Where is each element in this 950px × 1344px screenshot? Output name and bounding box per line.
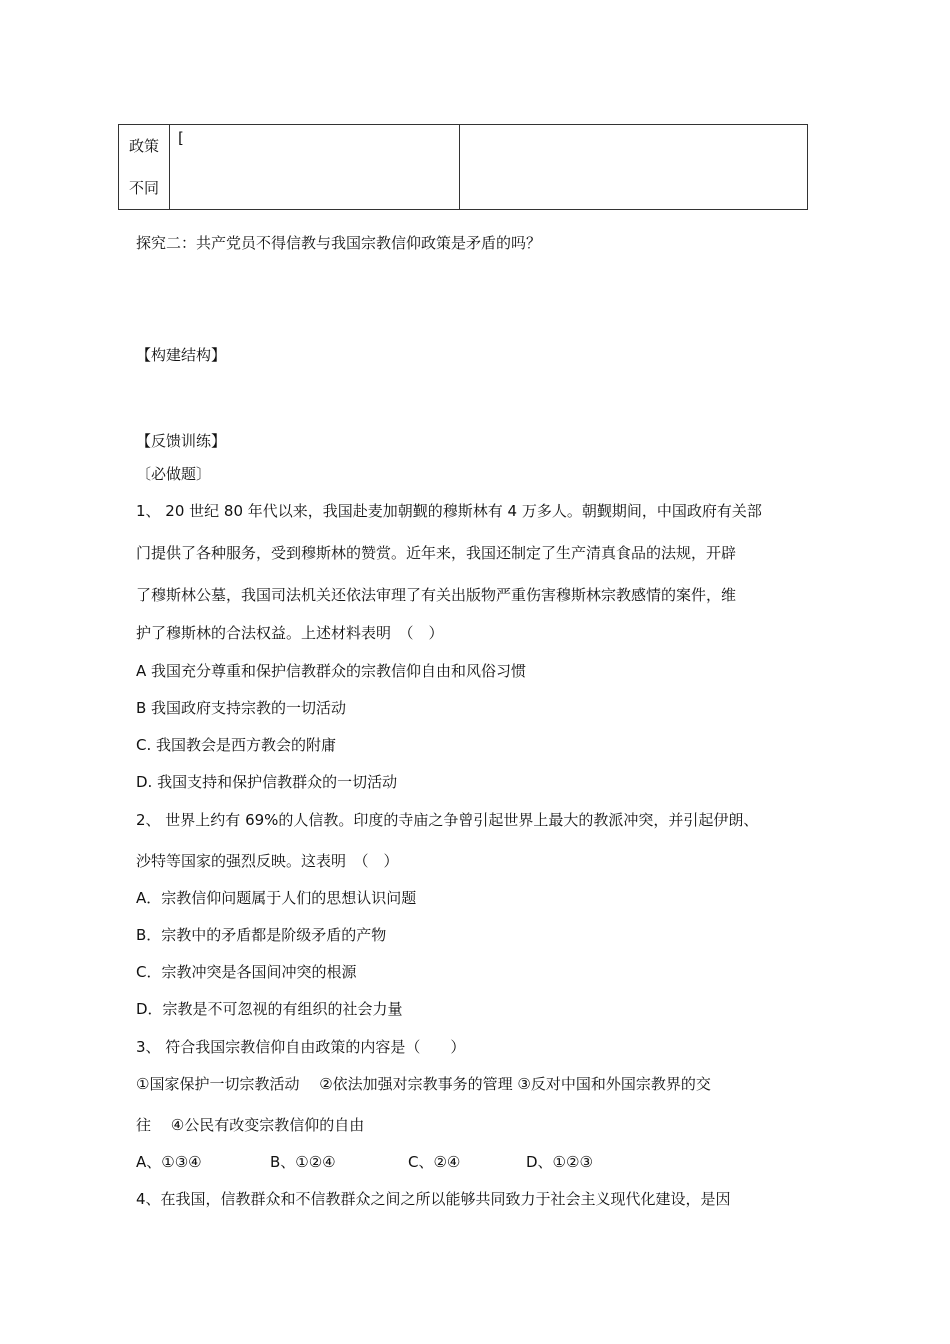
row-header-line1: 政策 bbox=[128, 137, 159, 155]
section-heading-structure: 【构建结构】 bbox=[136, 346, 227, 364]
q1-stem-line: 门提供了各种服务，受到穆斯林的赞赏。近年来，我国还制定了生产清真食品的法规，开辟 bbox=[136, 544, 737, 562]
inquiry-two: 探究二：共产党员不得信教与我国宗教信仰政策是矛盾的吗？ bbox=[136, 234, 542, 252]
q3-options bbox=[136, 1151, 593, 1172]
q3-option-b: B、①②④ bbox=[270, 1153, 336, 1171]
q2-option-b: B．宗教中的矛盾都是阶级矛盾的产物 bbox=[136, 926, 387, 944]
q1-stem-line: 1、 20 世纪 80 年代以来，我国赴麦加朝觐的穆斯林有 4 万多人。朝觐期间，中国政府有关部 bbox=[136, 502, 762, 520]
q3-stem-line: ①国家保护一切宗教活动 ②依法加强对宗教事务的管理 ③反对中国和外国宗教界的交 bbox=[136, 1075, 711, 1093]
q2-option-c: C．宗教冲突是各国间冲突的根源 bbox=[136, 963, 357, 981]
q3-option-a: A、①③④ bbox=[136, 1153, 202, 1171]
q2-stem-line: 2、 世界上约有 69%的人信教。印度的寺庙之争曾引起世界上最大的教派冲突，并引起伊朗、 bbox=[136, 811, 759, 829]
q1-option-a: A 我国充分尊重和保护信教群众的宗教信仰自由和风俗习惯 bbox=[136, 662, 527, 680]
q1-option-d: D. 我国支持和保护信教群众的一切活动 bbox=[136, 773, 398, 791]
section-heading-feedback: 【反馈训练】 bbox=[136, 432, 227, 450]
table-cell bbox=[460, 125, 808, 210]
q3-option-d: D、①②③ bbox=[526, 1153, 593, 1171]
q1-option-b: B 我国政府支持宗教的一切活动 bbox=[136, 699, 347, 717]
q1-option-c: C. 我国教会是西方教会的附庸 bbox=[136, 736, 337, 754]
row-header-cell bbox=[119, 125, 170, 210]
q4-stem-line: 4、在我国，信教群众和不信教群众之间之所以能够共同致力于社会主义现代化建设，是因 bbox=[136, 1190, 731, 1208]
comparison-table bbox=[118, 124, 808, 210]
q2-option-a: A．宗教信仰问题属于人们的思想认识问题 bbox=[136, 889, 417, 907]
q3-stem-line: 往 ④公民有改变宗教信仰的自由 bbox=[136, 1116, 365, 1134]
q2-stem-line: 沙特等国家的强烈反映。这表明 （ ） bbox=[136, 852, 399, 870]
q1-stem-line: 护了穆斯林的合法权益。上述材料表明 （ ） bbox=[136, 624, 444, 642]
required-label: 〔必做题〕 bbox=[136, 465, 212, 483]
q3-stem-line: 3、 符合我国宗教信仰自由政策的内容是（ ） bbox=[136, 1038, 466, 1056]
table-cell: [ bbox=[170, 125, 460, 210]
table-row bbox=[119, 125, 808, 210]
q3-option-c: C、②④ bbox=[408, 1153, 461, 1171]
row-header-line2: 不同 bbox=[128, 179, 159, 197]
q1-stem-line: 了穆斯林公墓，我国司法机关还依法审理了有关出版物严重伤害穆斯林宗教感情的案件，维 bbox=[136, 586, 737, 604]
q2-option-d: D．宗教是不可忽视的有组织的社会力量 bbox=[136, 1000, 403, 1018]
